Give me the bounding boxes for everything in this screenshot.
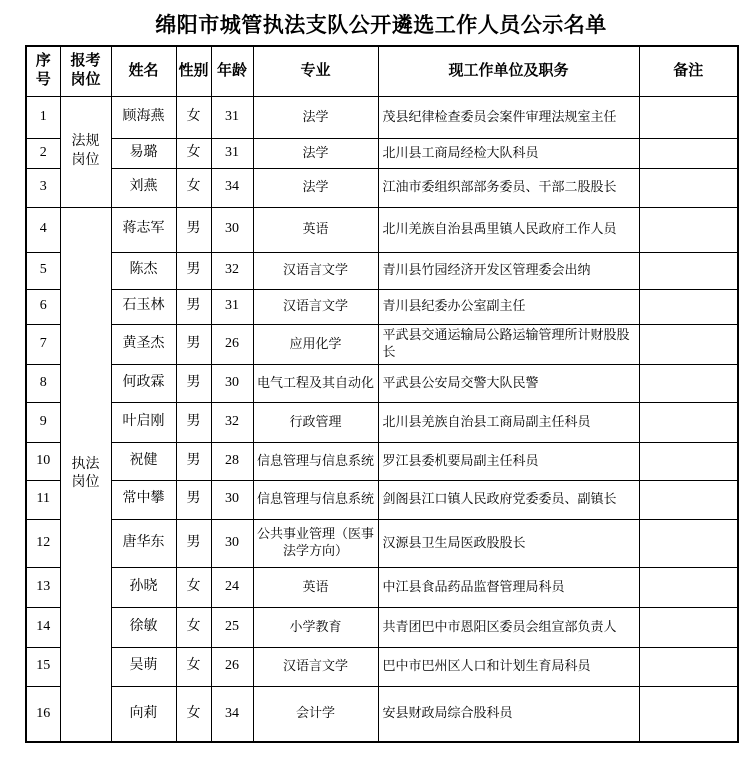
age-cell: 31 — [211, 289, 253, 324]
major-cell: 应用化学 — [253, 324, 378, 364]
serial-cell: 14 — [26, 607, 60, 647]
unit-cell: 青川县纪委办公室副主任 — [378, 289, 639, 324]
roster-table — [25, 45, 739, 743]
serial-cell: 1 — [26, 96, 60, 138]
serial-cell: 6 — [26, 289, 60, 324]
table-row — [26, 647, 738, 686]
age-cell: 25 — [211, 607, 253, 647]
note-cell — [639, 686, 738, 742]
name-cell: 常中攀 — [111, 480, 176, 519]
serial-cell: 2 — [26, 138, 60, 168]
table-row — [26, 519, 738, 567]
major-cell: 电气工程及其自动化 — [253, 364, 378, 402]
serial-cell: 4 — [26, 207, 60, 252]
major-cell: 法学 — [253, 168, 378, 207]
note-cell — [639, 138, 738, 168]
table-row — [26, 442, 738, 480]
column-header-3: 性别 — [176, 46, 211, 96]
unit-cell: 安县财政局综合股科员 — [378, 686, 639, 742]
major-cell: 信息管理与信息系统 — [253, 480, 378, 519]
gender-cell: 男 — [176, 207, 211, 252]
unit-cell: 北川县工商局经检大队科员 — [378, 138, 639, 168]
serial-cell: 15 — [26, 647, 60, 686]
gender-cell: 女 — [176, 647, 211, 686]
name-cell: 易璐 — [111, 138, 176, 168]
table-row — [26, 324, 738, 364]
age-cell: 30 — [211, 364, 253, 402]
table-row — [26, 364, 738, 402]
name-cell: 顾海燕 — [111, 96, 176, 138]
table-row — [26, 96, 738, 138]
table-row — [26, 567, 738, 607]
note-cell — [639, 96, 738, 138]
column-header-5: 专业 — [253, 46, 378, 96]
gender-cell: 男 — [176, 442, 211, 480]
age-cell: 32 — [211, 252, 253, 289]
name-cell: 何政霖 — [111, 364, 176, 402]
name-cell: 唐华东 — [111, 519, 176, 567]
table-row — [26, 207, 738, 252]
gender-cell: 男 — [176, 402, 211, 442]
header-row — [26, 46, 738, 96]
roster-body — [26, 96, 738, 742]
age-cell: 26 — [211, 647, 253, 686]
name-cell: 孙晓 — [111, 567, 176, 607]
unit-cell: 江油市委组织部部务委员、干部二股股长 — [378, 168, 639, 207]
serial-cell: 12 — [26, 519, 60, 567]
page-title: 绵阳市城管执法支队公开遴选工作人员公示名单 — [155, 13, 607, 37]
age-cell: 31 — [211, 96, 253, 138]
note-cell — [639, 442, 738, 480]
column-header-7: 备注 — [639, 46, 738, 96]
table-row — [26, 289, 738, 324]
name-cell: 祝健 — [111, 442, 176, 480]
gender-cell: 男 — [176, 324, 211, 364]
name-cell: 徐敏 — [111, 607, 176, 647]
note-cell — [639, 324, 738, 364]
note-cell — [639, 252, 738, 289]
age-cell: 31 — [211, 138, 253, 168]
serial-cell: 13 — [26, 567, 60, 607]
serial-cell: 8 — [26, 364, 60, 402]
table-row — [26, 607, 738, 647]
major-cell: 汉语言文学 — [253, 647, 378, 686]
unit-cell: 茂县纪律检查委员会案件审理法规室主任 — [378, 96, 639, 138]
serial-cell: 16 — [26, 686, 60, 742]
note-cell — [639, 168, 738, 207]
major-cell: 公共事业管理（医事法学方向） — [253, 519, 378, 567]
serial-cell: 11 — [26, 480, 60, 519]
column-header-1: 报考岗位 — [60, 46, 111, 96]
major-cell: 英语 — [253, 567, 378, 607]
serial-cell: 5 — [26, 252, 60, 289]
gender-cell: 男 — [176, 364, 211, 402]
unit-cell: 罗江县委机要局副主任科员 — [378, 442, 639, 480]
gender-cell: 男 — [176, 252, 211, 289]
age-cell: 34 — [211, 686, 253, 742]
gender-cell: 男 — [176, 519, 211, 567]
unit-cell: 剑阁县江口镇人民政府党委委员、副镇长 — [378, 480, 639, 519]
note-cell — [639, 480, 738, 519]
unit-cell: 巴中市巴州区人口和计划生育局科员 — [378, 647, 639, 686]
gender-cell: 女 — [176, 168, 211, 207]
name-cell: 黄圣杰 — [111, 324, 176, 364]
name-cell: 石玉林 — [111, 289, 176, 324]
note-cell — [639, 289, 738, 324]
column-header-4: 年龄 — [211, 46, 253, 96]
column-header-0: 序号 — [26, 46, 60, 96]
major-cell: 信息管理与信息系统 — [253, 442, 378, 480]
position-group-label: 执法岗位 — [71, 457, 100, 491]
major-cell: 会计学 — [253, 686, 378, 742]
note-cell — [639, 402, 738, 442]
note-cell — [639, 567, 738, 607]
table-row — [26, 252, 738, 289]
major-cell: 英语 — [253, 207, 378, 252]
major-cell: 汉语言文学 — [253, 252, 378, 289]
note-cell — [639, 607, 738, 647]
name-cell: 吴萌 — [111, 647, 176, 686]
age-cell: 32 — [211, 402, 253, 442]
gender-cell: 男 — [176, 289, 211, 324]
age-cell: 26 — [211, 324, 253, 364]
table-row — [26, 402, 738, 442]
position-group-cell — [60, 96, 111, 207]
gender-cell: 男 — [176, 480, 211, 519]
serial-cell: 7 — [26, 324, 60, 364]
note-cell — [639, 207, 738, 252]
major-cell: 法学 — [253, 96, 378, 138]
age-cell: 30 — [211, 480, 253, 519]
major-cell: 汉语言文学 — [253, 289, 378, 324]
major-cell: 小学教育 — [253, 607, 378, 647]
unit-cell: 北川羌族自治县禹里镇人民政府工作人员 — [378, 207, 639, 252]
table-row — [26, 168, 738, 207]
table-row — [26, 686, 738, 742]
column-header-2: 姓名 — [111, 46, 176, 96]
column-header-6: 现工作单位及职务 — [378, 46, 639, 96]
gender-cell: 女 — [176, 607, 211, 647]
position-group-cell — [60, 207, 111, 742]
major-cell: 法学 — [253, 138, 378, 168]
unit-cell: 中江县食品药品监督管理局科员 — [378, 567, 639, 607]
unit-cell: 北川县羌族自治县工商局副主任科员 — [378, 402, 639, 442]
name-cell: 刘燕 — [111, 168, 176, 207]
unit-cell: 平武县公安局交警大队民警 — [378, 364, 639, 402]
note-cell — [639, 364, 738, 402]
note-cell — [639, 519, 738, 567]
age-cell: 34 — [211, 168, 253, 207]
major-cell: 行政管理 — [253, 402, 378, 442]
serial-cell: 10 — [26, 442, 60, 480]
unit-cell: 共青团巴中市恩阳区委员会组宣部负责人 — [378, 607, 639, 647]
unit-cell: 汉源县卫生局医政股股长 — [378, 519, 639, 567]
gender-cell: 女 — [176, 567, 211, 607]
table-row — [26, 480, 738, 519]
age-cell: 28 — [211, 442, 253, 480]
serial-cell: 3 — [26, 168, 60, 207]
name-cell: 叶启刚 — [111, 402, 176, 442]
table-row — [26, 138, 738, 168]
unit-cell: 平武县交通运输局公路运输管理所计财股股长 — [378, 324, 639, 364]
name-cell: 向莉 — [111, 686, 176, 742]
gender-cell: 女 — [176, 96, 211, 138]
gender-cell: 女 — [176, 686, 211, 742]
unit-cell: 青川县竹园经济开发区管理委会出纳 — [378, 252, 639, 289]
name-cell: 蒋志军 — [111, 207, 176, 252]
position-group-label: 法规岗位 — [71, 134, 100, 168]
age-cell: 30 — [211, 207, 253, 252]
name-cell: 陈杰 — [111, 252, 176, 289]
age-cell: 24 — [211, 567, 253, 607]
serial-cell: 9 — [26, 402, 60, 442]
note-cell — [639, 647, 738, 686]
gender-cell: 女 — [176, 138, 211, 168]
age-cell: 30 — [211, 519, 253, 567]
